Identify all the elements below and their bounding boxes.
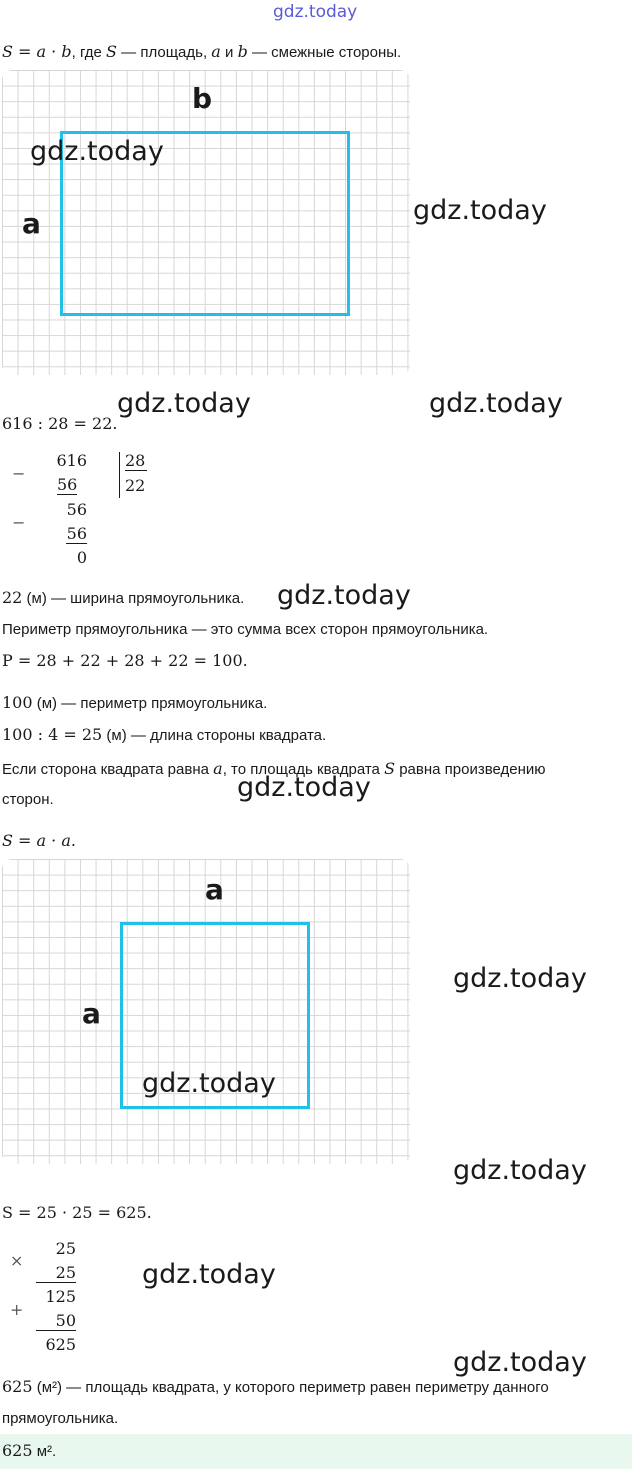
text-and: и: [220, 44, 238, 61]
width-value: 22: [2, 588, 23, 607]
perimeter-value: 100: [2, 693, 33, 712]
square-grid-figure: [2, 859, 410, 1164]
width-statement: [2, 588, 244, 607]
comma: ,: [71, 44, 76, 61]
perimeter-formula: P = 28 + 22 + 28 + 22 = 100.: [2, 651, 248, 670]
header-watermark: gdz.today: [273, 2, 358, 22]
side-statement: [2, 725, 326, 744]
text-area: — площадь,: [116, 44, 212, 61]
watermark: gdz.today: [142, 1068, 276, 1099]
division-equation: 616 : 28 = 22.: [2, 414, 118, 433]
quotient: 22: [125, 476, 146, 495]
subtrahend-2: 56: [66, 524, 87, 543]
area-equation: S = 25 · 25 = 625.: [2, 1203, 152, 1222]
area-caption: (м²) — площадь квадрата, у которого периметр равен периметру данного: [32, 1379, 549, 1396]
var-a: a: [213, 759, 223, 778]
watermark: gdz.today: [453, 1155, 587, 1186]
square-label-left: a: [82, 997, 101, 1030]
var-a-2: a: [211, 42, 221, 61]
watermark: gdz.today: [277, 580, 411, 611]
square-label-top: a: [205, 873, 224, 906]
minus-sign: −: [12, 464, 26, 483]
var-S: S: [384, 759, 396, 778]
watermark: gdz.today: [453, 963, 587, 994]
dot: ·: [46, 42, 62, 61]
side-equation: 100 : 4 = 25: [2, 725, 103, 744]
var-b: b: [61, 42, 72, 61]
answer-box: [0, 1434, 632, 1469]
long-division: [0, 448, 200, 573]
column-multiplication: [0, 1236, 200, 1360]
watermark: gdz.today: [453, 1347, 587, 1378]
perimeter-definition: Периметр прямоугольника — это сумма всех сторон прямоугольника.: [2, 621, 489, 638]
rectangle-label-a: a: [22, 207, 41, 240]
side-caption: (м) — длина стороны квадрата.: [102, 727, 327, 744]
rule-text-2: , то площадь квадрата: [222, 761, 385, 778]
answer-unit: м².: [32, 1443, 57, 1460]
answer-value: 625: [2, 1441, 33, 1460]
division-bar: [119, 452, 120, 498]
rectangle-grid-figure: [2, 70, 410, 375]
plus-sign: +: [10, 1300, 24, 1319]
times-sign: ×: [10, 1251, 24, 1270]
var-a: a: [36, 42, 47, 61]
multiplicand: 25: [55, 1239, 76, 1258]
watermark: gdz.today: [117, 388, 251, 419]
multiplier: 25: [36, 1263, 76, 1283]
dividend: 616: [56, 451, 87, 470]
width-caption: (м) — ширина прямоугольника.: [22, 590, 245, 607]
square-area-rule-end: сторон.: [2, 791, 54, 808]
text-sides: — смежные стороны.: [247, 44, 402, 61]
subtrahend-1: 56: [57, 475, 78, 494]
divisor: 28: [125, 451, 146, 470]
square-formula: S = a · a.: [2, 831, 76, 850]
var-S: S: [2, 42, 13, 61]
watermark: gdz.today: [30, 136, 164, 167]
watermark: gdz.today: [142, 1259, 276, 1290]
var-b-2: b: [237, 42, 248, 61]
area-formula-definition: [2, 42, 401, 61]
var-S-2: S: [106, 42, 117, 61]
area-value: 625: [2, 1377, 33, 1396]
remainder-1: 56: [66, 500, 87, 519]
rule-text-3: равна произведению: [395, 761, 546, 778]
minus-sign: −: [12, 513, 26, 532]
perimeter-statement: [2, 693, 267, 712]
rectangle-label-b: b: [192, 82, 213, 115]
area-caption-end: прямоугольника.: [2, 1410, 119, 1427]
partial-product-2: 50: [36, 1311, 76, 1331]
watermark: gdz.today: [237, 772, 371, 803]
partial-product-1: 125: [45, 1287, 76, 1306]
watermark: gdz.today: [413, 195, 547, 226]
area-statement: [2, 1377, 549, 1396]
perimeter-caption: (м) — периметр прямоугольника.: [32, 695, 268, 712]
product: 625: [45, 1335, 76, 1354]
watermark: gdz.today: [429, 388, 563, 419]
equals: =: [12, 42, 37, 61]
answer-line: [2, 1441, 56, 1460]
text-where: где: [75, 44, 107, 61]
remainder-final: 0: [76, 548, 87, 567]
rule-text-1: Если сторона квадрата равна: [2, 761, 214, 778]
